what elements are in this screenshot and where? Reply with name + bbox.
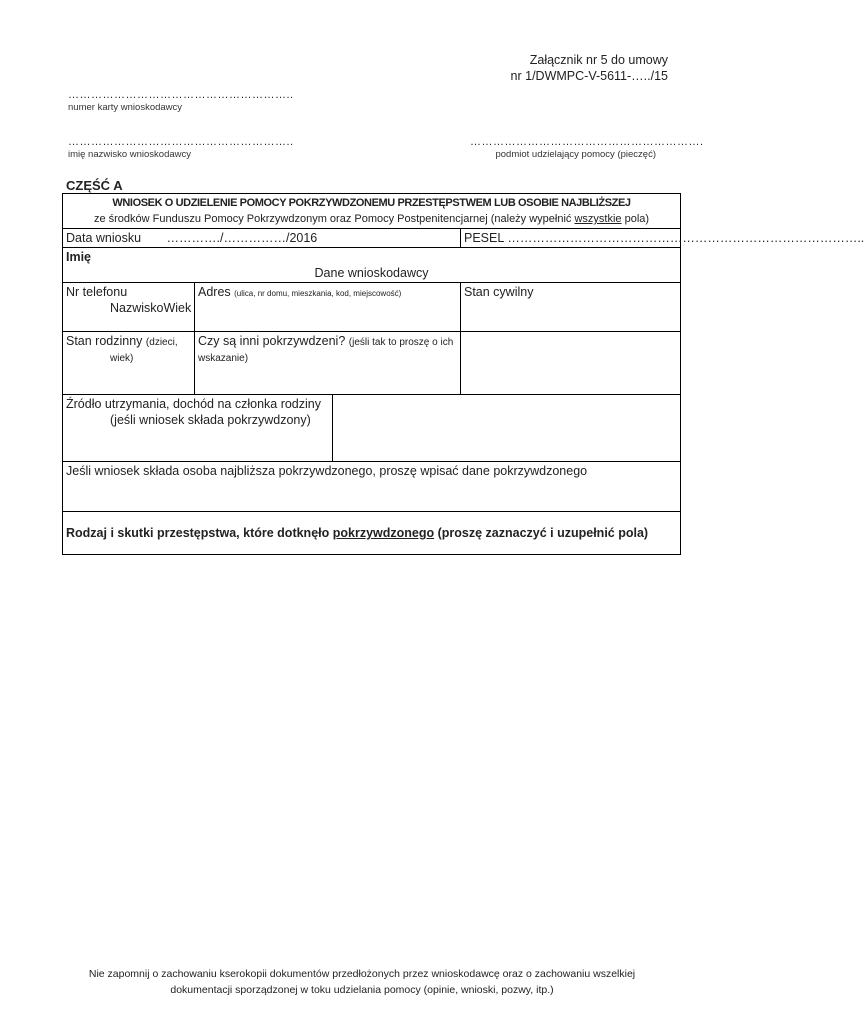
pesel-cell[interactable] [461,229,864,248]
attachment-header [511,52,668,84]
other-victims-hint-2: wskazanie) [198,353,249,364]
date-cell[interactable] [63,229,461,248]
address-cell[interactable] [195,283,461,332]
aid-entity-label: podmiot udzielający pomocy (pieczęć) [495,149,656,160]
phone-label: Nr telefonu [66,285,128,299]
applicant-name-dots: ………………………………………………….. [68,136,294,148]
pesel-dots: ………………………………………………………………………….. [507,231,864,245]
other-victims-answer-cell[interactable] [461,332,681,395]
phone-cell[interactable] [63,283,195,332]
application-form-table [62,193,864,555]
relative-data-cell[interactable] [63,462,681,512]
address-hint: (ulica, nr domu, mieszkania, kod, miejscowość) [234,289,402,298]
applicant-data-title: Dane wnioskodawcy [314,266,429,280]
address-label: Adres [198,285,231,299]
date-value: …………./……………/2016 [166,231,318,245]
card-number-label: numer karty wnioskodawcy [68,102,183,113]
family-status-hint-2: wiek) [110,353,134,364]
family-status-label: Stan rodzinny [66,334,143,348]
income-label: Źródło utrzymania, dochód na członka rodziny [66,397,321,411]
income-answer-cell[interactable] [333,395,681,462]
crime-type-cell[interactable] [63,512,681,555]
footer-line-1: Nie zapomnij o zachowaniu kserokopii dokumentów przedłożonych przez wnioskodawcę oraz o zachowaniu wszelkiej [88,968,636,980]
civil-status-cell[interactable] [461,283,681,332]
pesel-label: PESEL [464,231,504,245]
date-label: Data wniosku [66,231,142,245]
form-subtitle: ze środków Funduszu Pomocy Pokrzywdzonym oraz Pomocy Postpenitencjarnej (należy wypełnić wszystkie pola) [93,213,650,225]
civil-status-label: Stan cywilny [464,285,534,299]
family-status-hint-1: (dzieci, [145,337,178,348]
form-title: WNIOSEK O UDZIELENIE POMOCY POKRZYWDZONEMU PRZESTĘPSTWEM LUB OSOBIE NAJBLIŻSZEJ [112,197,631,209]
relative-note: Jeśli wniosek składa osoba najbliższa pokrzywdzonego, proszę wpisać dane pokrzywdzonego [66,464,588,478]
attachment-line-1: Załącznik nr 5 do umowy [529,53,668,67]
imie-label: Imię [66,250,92,264]
applicant-header-cell [63,248,681,283]
footer-line-2: dokumentacji sporządzonej w toku udzielania pomocy (opinie, wnioski, pozwy, itp.) [170,984,554,996]
footer-note [60,966,664,998]
family-status-cell[interactable] [63,332,195,395]
income-hint: (jeśli wniosek składa pokrzywdzony) [110,413,311,427]
name-age-label: NazwiskoWiek [110,301,192,315]
card-number-dots: ………………………………………………….. [68,89,294,101]
applicant-name-label: imię nazwisko wnioskodawcy [68,149,192,160]
form-title-cell [63,194,681,229]
crime-type-label: Rodzaj i skutki przestępstwa, które dotknęło pokrzywdzonego (proszę zaznaczyć i uzupełnić pola) [66,526,649,540]
other-victims-label: Czy są inni pokrzywdzeni? [198,334,346,348]
aid-entity-dots: ……………………………………………………. [470,136,704,148]
attachment-line-2: nr 1/DWMPC-V-5611-…../15 [510,69,668,83]
other-victims-hint-1: (jeśli tak to proszę o ich [348,337,454,348]
other-victims-cell[interactable] [195,332,461,395]
income-cell[interactable] [63,395,333,462]
section-label: CZĘŚĆ A [66,178,123,193]
